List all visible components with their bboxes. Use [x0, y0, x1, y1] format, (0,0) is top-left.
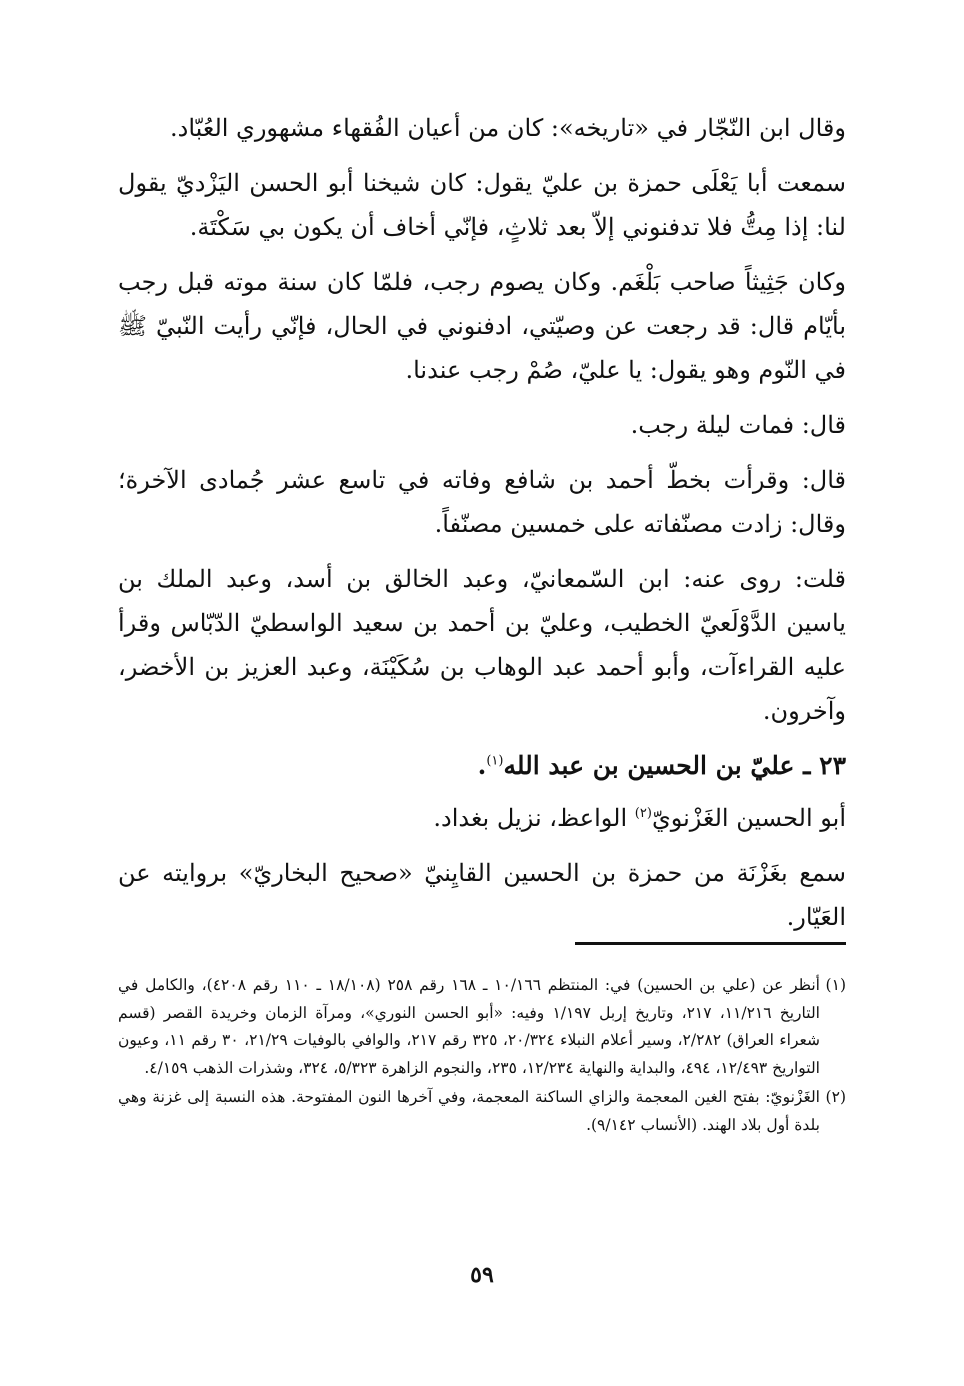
paragraph: قلت: روى عنه: ابن السّمعانيّ، وعبد الخالق بن أسد، وعبد الملك بن ياسين الدَّوْلَعيّ الخطيب، وعليّ بن أحمد بن سعيد الواسطيّ الدّبّاس وقرأ عليه القراءآت، وأبو أحمد عبد الوهاب بن سُكَيْنَة، وعبد العزيز بن الأخضر، وآخرون. — [118, 565, 846, 725]
nisba-text: أبو الحسين الغَزْنويّ — [651, 804, 846, 832]
nisba-line — [118, 796, 846, 840]
entry-heading: ٢٣ ـ عليّ بن الحسين بن عبد الله$^{(١)}$. — [477, 751, 846, 780]
paragraph: قال: فمات ليلة رجب. — [630, 411, 846, 439]
footnote-text: أنظر عن (علي بن الحسين) في: المنتظم ١٠/١٦٦ ـ ١٦٨ رقم ٢٥٨ (١٨/١٠٨ ـ ١١٠ رقم ٤٢٠٨)، والكامل في التاريخ ١١/٢١٦، ٢١٧، وتاريخ إربل ١/١٩٧ وفيه: «أبو الحسن النوري»، ومرآة الزمان وخريدة القصر (قسم شعراء العراق) ٢/٢٨٢، وسير أعلام النبلاء ٢٠/٣٢٤، ٣٢٥ رقم ٢١٧، والوافي بالوفيات ٢١/٢٩، ٣٠ رقم ١١، وعيون التواريخ ١٢/٤٩٣، ٤٩٤، والبداية والنهاية ١٢/٢٣٤، ٢٣٥، والنجوم الزاهرة ٥/٣٢٣، ٣٢٤، وشذرات الذهب ٤/١٥٩. — [118, 976, 821, 1077]
nisba-text-rest: الواعظ، نزيل بغداد. — [433, 804, 635, 832]
footnote-number: (١) — [825, 976, 846, 994]
footnote — [118, 1084, 846, 1139]
footnote-marker: (١) — [486, 753, 504, 769]
entry-heading-text: ٢٣ ـ عليّ بن الحسين بن عبد الله — [503, 751, 846, 780]
main-text — [118, 106, 846, 950]
paragraph: سمعت أبا يَعْلَى حمزة بن عليّ يقول: كان شيخنا أبو الحسن اليَزْديّ يقول لنا: إذا مِتُّ فلا تدفنوني إلاّ بعد ثلاثٍ، فإنّي أخاف أن يكون بي سَكْتَة. — [118, 169, 846, 241]
footnote — [118, 972, 846, 1082]
footnote-text: الغَزْنويّ: بفتح الغين المعجمة والزاي الساكنة المعجمة، وفي آخرها النون المفتوحة. هذه النسبة إلى غزنة وهي بلدة أول بلاد الهند. (الأنساب ٩/١٤٢). — [118, 1088, 820, 1134]
paragraph: قال: وقرأت بخطّ أحمد بن شافع وفاته في تاسع عشر جُمادى الآخرة؛ وقال: زادت مصنّفاته على خمسين مصنّفاً. — [118, 466, 846, 538]
footnotes — [118, 972, 846, 1141]
paragraph: سمع بغَزْنَة من حمزة بن الحسين القايِنيّ «صحيح البخاريّ» بروايته عن العَيّار. — [118, 859, 846, 931]
paragraph: وكان جَثِيثاً صاحب بَلْغَم. وكان يصوم رجب، فلمّا كان سنة موته قبل رجب بأيّام قال: قد رجعت عن وصيّتي، ادفنوني في الحال، فإنّي رأيت النّبيّ ﷺ في النّوم وهو يقول: يا عليّ، صُمْ رجب عندنا. — [118, 268, 846, 384]
footnote-marker: (٢) — [634, 806, 652, 821]
footnote-number: (٢) — [825, 1088, 846, 1106]
page-number: ٥٩ — [470, 1262, 494, 1288]
footnote-separator — [575, 942, 846, 945]
paragraph: وقال ابن النّجّار في «تاريخه»: كان من أعيان الفُقهاء مشهوري العُبّاد. — [170, 114, 846, 142]
